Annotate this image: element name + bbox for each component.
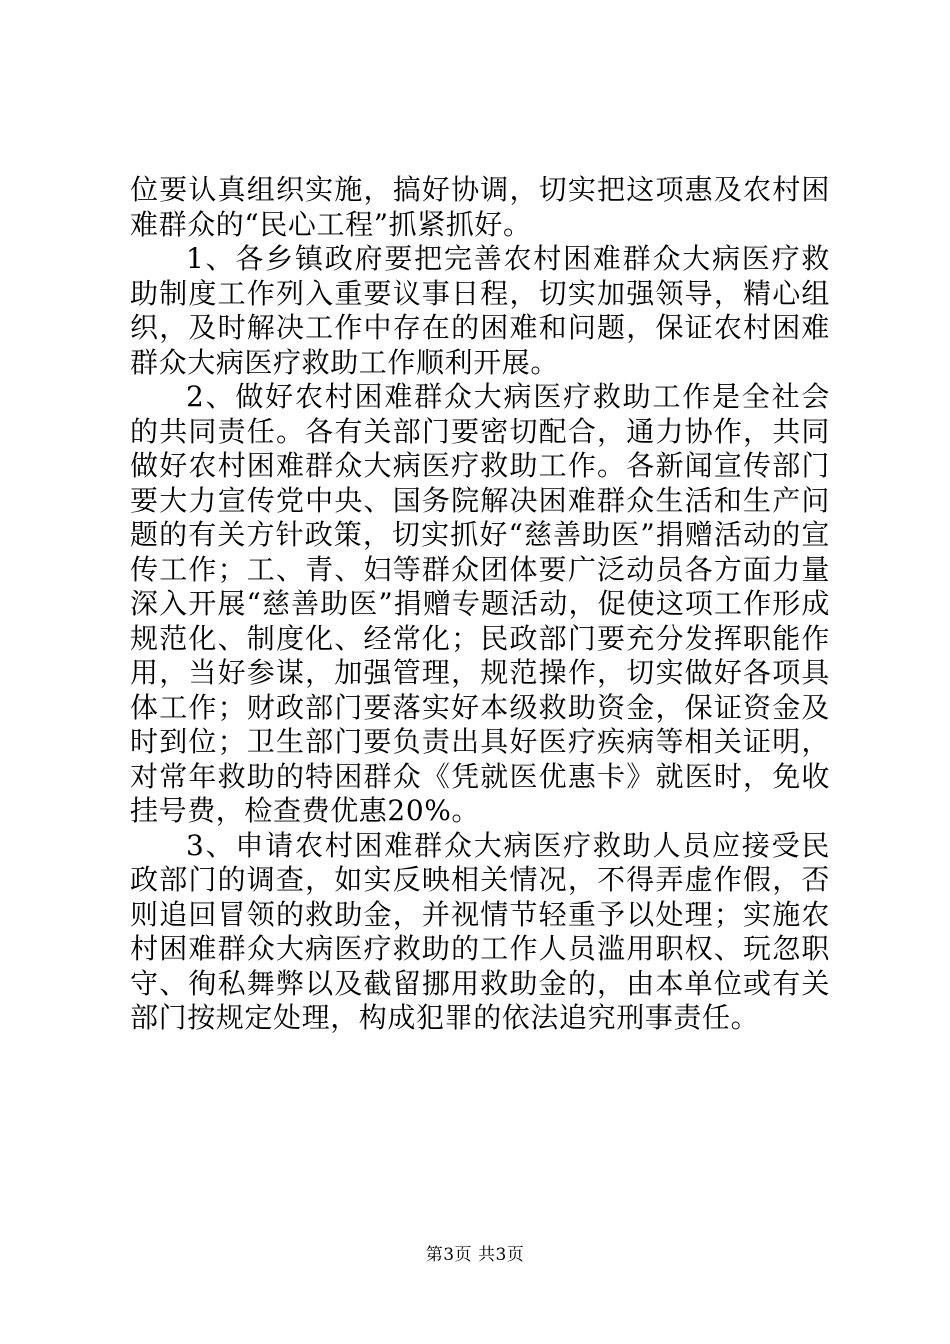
paragraph-item-1: 1、各乡镇政府要把完善农村困难群众大病医疗救助制度工作列入重要议事日程，切实加强领导，精心组织，及时解决工作中存在的困难和问题，保证农村困难群众大病医疗救助工作顺利开展。 [130, 242, 830, 379]
paragraph-item-3: 3、申请农村困难群众大病医疗救助人员应接受民政部门的调查，如实反映相关情况，不得弄虚作假，否则追回冒领的救助金，并视情节轻重予以处理；实施农村困难群众大病医疗救助的工作人员滥用职权、玩忽职守、徇私舞弊以及截留挪用救助金的，由本单位或有关部门按规定处理，构成犯罪的依法追究刑事责任。 [130, 828, 830, 1034]
page-footer [0, 1244, 950, 1266]
paragraph-item-2: 2、做好农村困难群众大病医疗救助工作是全社会的共同责任。各有关部门要密切配合，通力协作，共同做好农村困难群众大病医疗救助工作。各新闻宣传部门要大力宣传党中央、国务院解决困难群众生活和生产问题的有关方针政策，切实抓好“慈善助医”捐赠活动的宣传工作；工、青、妇等群众团体要广泛动员各方面力量深入开展“慈善助医”捐赠专题活动，促使这项工作形成规范化、制度化、经常化；民政部门要充分发挥职能作用，当好参谋，加强管理，规范操作，切实做好各项具体工作；财政部门要落实好本级救助资金，保证资金及时到位；卫生部门要负责出具好医疗疾病等相关证明，对常年救助的特困群众《凭就医优惠卡》就医时，免收挂号费，检查费优惠20%。 [130, 380, 830, 827]
document-body [130, 173, 830, 1036]
paragraph-continuation: 位要认真组织实施，搞好协调，切实把这项惠及农村困难群众的“民心工程”抓紧抓好。 [130, 173, 830, 241]
page-number-label: 第3页 共3页 [425, 1245, 525, 1265]
